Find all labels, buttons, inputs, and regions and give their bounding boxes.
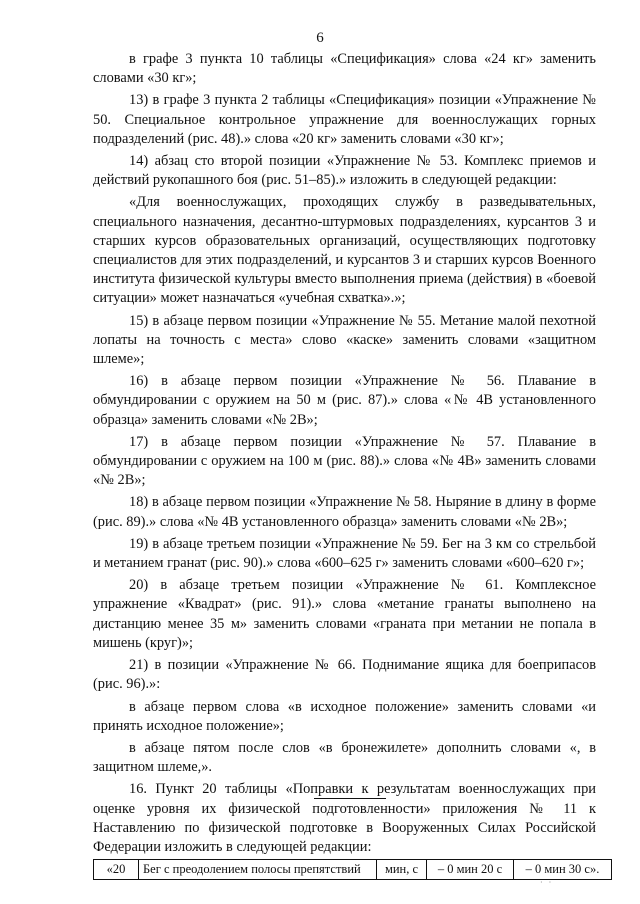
paragraph: 13) в графе 3 пункта 2 таблицы «Спецификация» позиции «Упражнение № 50. Специальное контрольное упражнение для военнослужащих горных подразделений (рис. 48).» слова «20 кг» заменить словами «30 кг»;: [93, 92, 596, 147]
table-cell-correction-2: – 0 мин 30 с».: [514, 860, 612, 880]
paragraph: 16) в абзаце первом позиции «Упражнение № 56. Плавание в обмундировании с оружием на 50 м (рис. 87).» слова «№ 4В установленного образца» заменить словами «№ 2В»;: [93, 373, 596, 428]
table-cell-unit: мин, с: [377, 860, 427, 880]
page-number: 6: [316, 30, 324, 46]
paragraph: 15) в абзаце первом позиции «Упражнение № 55. Метание малой пехотной лопаты на точность с места» слово «каске» заменить словами «защитном шлеме»;: [93, 312, 596, 368]
paragraph: 21) в позиции «Упражнение № 66. Поднимание ящика для боеприпасов (рис. 96).»:: [93, 657, 596, 693]
paragraph: 17) в абзаце первом позиции «Упражнение № 57. Плавание в обмундировании с оружием на 100 м (рис. 88).» слова «№ 4В» заменить словами «№ 2В»;: [93, 433, 596, 489]
closing-rule: [314, 798, 386, 799]
paragraph: 18) в абзаце первом позиции «Упражнение № 58. Ныряние в длину в форме (рис. 89).» слова «№ 4В установленного образца» заменить словами «№ 2В»;: [93, 494, 596, 530]
paragraph: «Для военнослужащих, проходящих службу в разведывательных, специального назначения, десантно-штурмовых подразделениях, курсантов 3 и старших курсов образовательных организаций, осуществляющих подготовку специалистов для этих подразделений, и курсантов 3 и старших курсов Военного института физической культуры вместо выполнения приема (действия) в «боевой ситуации» может назначаться «учебная схватка».»;: [93, 194, 596, 307]
table-row: [94, 860, 612, 880]
paragraph: в абзаце первом слова «в исходное положение» заменить словами «и принять исходное положение»;: [93, 698, 596, 734]
paragraph: 16. Пункт 20 таблицы «Поправки к результатам военнослужащих при оценке уровня их физической подготовленности» приложения № 11 к Наставлению по физической подготовке в Вооруженных Силах Российской Федерации изложить в следующей редакции:: [93, 781, 596, 855]
paragraph: 19) в абзаце третьем позиции «Упражнение № 59. Бег на 3 км со стрельбой и метанием гранат (рис. 90).» слова «600–625 г» заменить словами «600–620 г»;: [93, 535, 596, 572]
document-body: [93, 50, 600, 880]
paragraph: 14) абзац сто второй позиции «Упражнение № 53. Комплекс приемов и действий рукопашного боя (рис. 51–85).» изложить в следующей редакции:: [93, 153, 596, 189]
scan-specks: · ·: [540, 878, 554, 887]
paragraph: 20) в абзаце третьем позиции «Упражнение № 61. Комплексное упражнение «Квадрат» (рис. 91).» слова «метание гранаты выполнено на дистанцию менее 35 м» заменить словами «граната при метании не попала в мишень (круг)»;: [93, 577, 596, 651]
table-cell-correction-1: – 0 мин 20 с: [427, 860, 514, 880]
amendment-table: [93, 859, 612, 880]
table-cell-number: «20: [94, 860, 139, 880]
paragraph: в абзаце пятом после слов «в бронежилете» дополнить словами «, в защитном шлеме,».: [93, 739, 596, 776]
paragraph: в графе 3 пункта 10 таблицы «Спецификация» слова «24 кг» заменить словами «30 кг»;: [93, 51, 596, 87]
table-cell-exercise: Бег с преодолением полосы препятствий: [139, 860, 377, 880]
